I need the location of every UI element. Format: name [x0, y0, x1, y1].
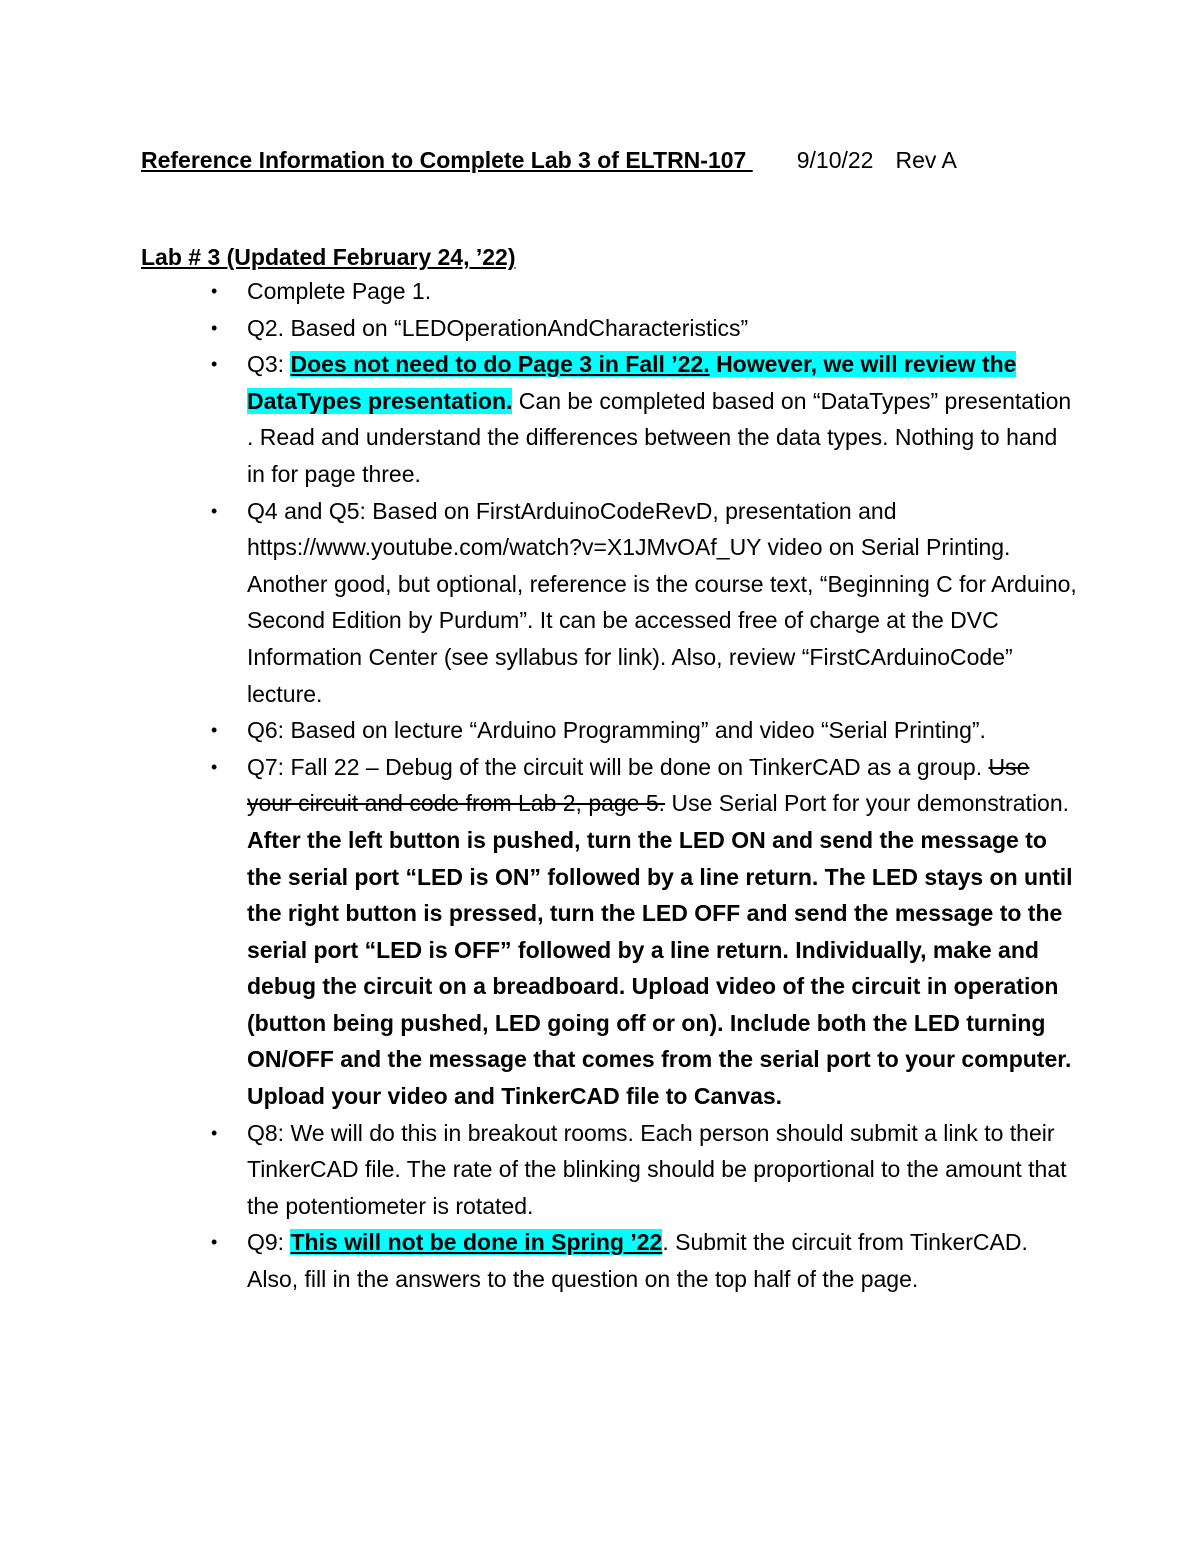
section-title: Lab # 3 (Updated February 24, ’22) [141, 244, 516, 270]
q7-mid-text: Use Serial Port for your demonstration. [665, 790, 1070, 817]
bullet-icon: • [211, 281, 218, 301]
q3-text: Can be completed based on “DataTypes” presentation . Read and understand the differences between the data types. Nothing to hand in for page three. [247, 387, 1072, 487]
list-item-q9 [211, 1224, 1077, 1297]
document-date: 9/10/22 [796, 147, 874, 173]
q9-highlight: This will not be done in Spring ’22 [290, 1229, 663, 1256]
bullet-icon: • [211, 720, 218, 741]
list-item-q4-q5 [211, 493, 1077, 713]
list-item-text: Complete Page 1. [247, 278, 432, 304]
q7-struck-text: Use your circuit and code from Lab 2, page 5. [247, 753, 1030, 817]
list-item-q7 [211, 749, 1077, 1115]
q7-prefix: Q7: Fall 22 – Debug of the circuit will be done on TinkerCAD as a group. [247, 753, 989, 780]
bullet-icon: • [211, 500, 218, 521]
document-title: Reference Information to Complete Lab 3 of ELTRN-107 [141, 147, 753, 173]
list-item-q8 [211, 1115, 1077, 1225]
list-item-complete-page-1 [211, 273, 1077, 310]
list-item-text: Q6: Based on lecture “Arduino Programming” and video “Serial Printing”. [247, 717, 986, 744]
q9-text: . Submit the circuit from TinkerCAD. Also, fill in the answers to the question on the top half of the page. [247, 1229, 1028, 1293]
instruction-list [211, 273, 1077, 1298]
q9-prefix: Q9: [247, 1229, 291, 1256]
bullet-icon: • [211, 354, 218, 375]
list-item-q3 [211, 346, 1077, 492]
q7-bold-instructions: After the left button is pushed, turn the LED ON and send the message to the serial port “LED is ON” followed by a line return. The LED stays on until the right button is pressed, turn the LED OFF and send the message to the serial port “LED is OFF” followed by a line return. Individually, make and debug the circuit on a breadboard. Upload video of the circuit in operation (button being pushed, LED going off or on). Include both the LED turning ON/OFF and the message that comes from the serial port to your computer. Upload your video and TinkerCAD file to Canvas. [247, 826, 1073, 1110]
bullet-icon: • [211, 756, 218, 777]
q3-prefix: Q3: [247, 351, 291, 378]
document-revision: Rev A [895, 147, 957, 173]
bullet-icon: • [211, 317, 218, 338]
bullet-icon: • [211, 1232, 218, 1253]
document-header [141, 143, 957, 177]
list-item-text: Q2. Based on “LEDOperationAndCharacteristics” [247, 314, 749, 341]
list-item-text: Q8: We will do this in breakout rooms. Each person should submit a link to their TinkerCAD file. The rate of the blinking should be proportional to the amount that the potentiometer is rotated. [247, 1119, 1067, 1219]
list-item-q2 [211, 310, 1077, 347]
bullet-icon: • [211, 1122, 218, 1143]
q3-highlight-review: However, we will review the DataTypes presentation. [247, 351, 1017, 414]
list-item-q6 [211, 712, 1077, 749]
q3-highlight-fall: Does not need to do Page 3 in Fall ’22. [290, 351, 710, 378]
list-item-text: Q4 and Q5: Based on FirstArduinoCodeRevD, presentation and https://www.youtube.com/watch?v=X1JMvOAf_UY video on Serial Printing. Another good, but optional, reference is the course text, “Beginning C for Arduino, Second Edition by Purdum”. It can be accessed free of charge at the DVC Information Center (see syllabus for link). Also, review “FirstCArduinoCode” lecture. [247, 497, 1077, 707]
